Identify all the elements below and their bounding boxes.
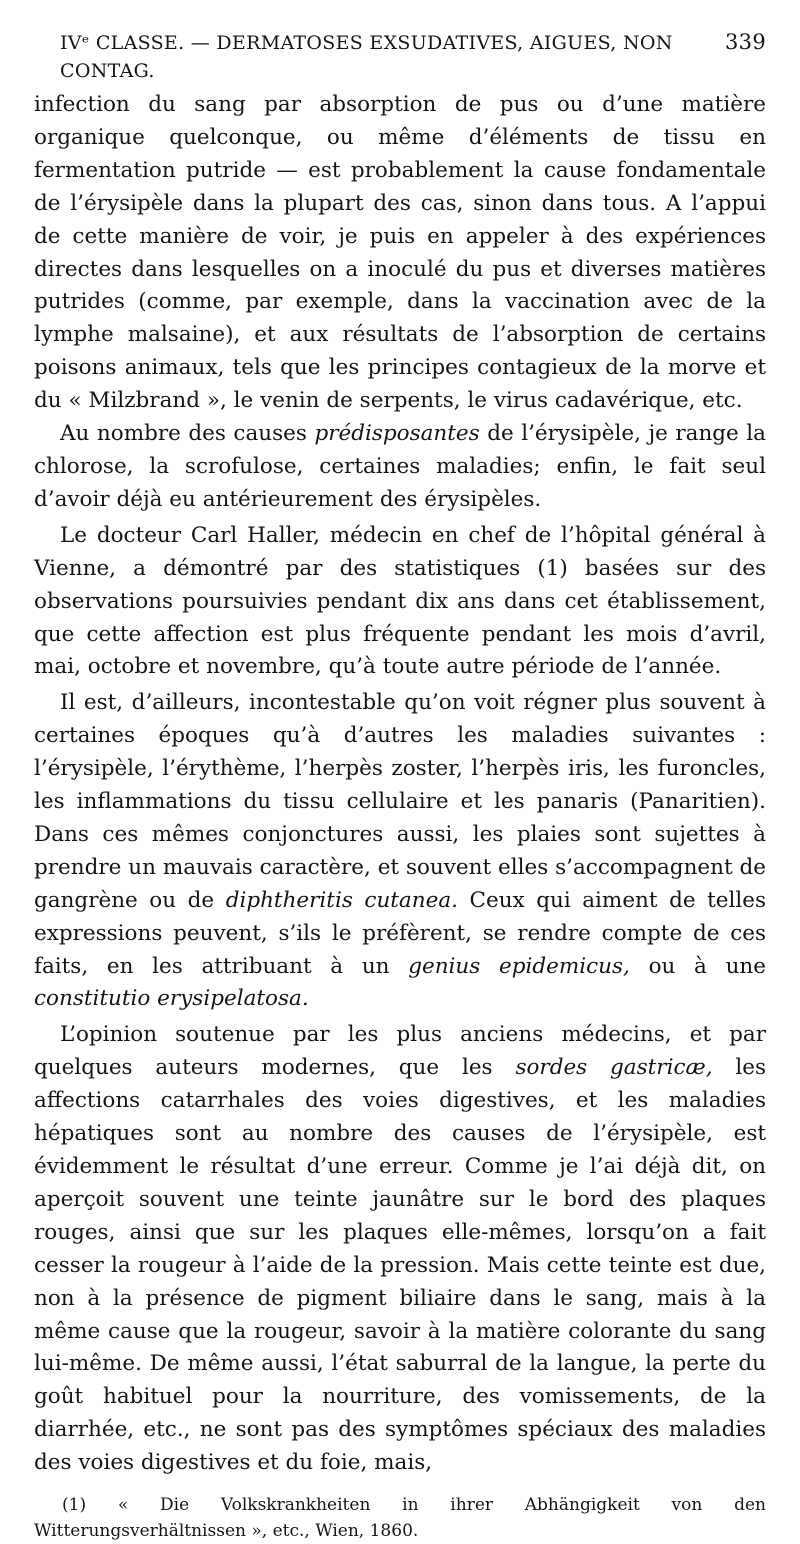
paragraph-2-text-c: de l’érysipèle, je range la chlorose, la scrofulose, certaines maladies; enfin, le fait seul d’avoir déjà eu antérieurement des érysipèles. (34, 421, 767, 512)
book-page (34, 28, 766, 1544)
paragraph-5-text-c: les affections catarrhales des voies digestives, et les maladies hépatiques sont au nombre des causes de l’érysipèle, est évidemment le résultat d’une erreur. Comme je l’ai déjà dit, on aperçoit souvent une teinte jaunâtre sur le bord des plaques rouges, ainsi que sur les plaques elle-mêmes, lorsqu’on a fait cesser la rougeur à l’aide de la pression. Mais cette teinte est due, non à la présence de pigment biliaire dans le sang, mais à la même cause que la rougeur, savoir à la matière colorante du sang lui-même. De même aussi, l’état saburral de la langue, la perte du goût habituel pour la nourriture, des vomissements, de la diarrhée, etc., ne sont pas des symptômes spéciaux des maladies des voies digestives et du foie, mais, (34, 1055, 767, 1476)
paragraph-1 (34, 89, 766, 418)
running-title: IVᵉ CLASSE. — DERMATOSES EXSUDATIVES, AIGUES, NON CONTAG. (60, 32, 673, 82)
page-number: 339 (725, 30, 766, 54)
paragraph-4-italic-f: constitutio erysipelatosa. (34, 986, 309, 1012)
paragraph-4-italic-d: genius epidemicus, (408, 953, 630, 979)
running-header (34, 28, 766, 85)
paragraph-3-text: Le docteur Carl Haller, médecin en chef de l’hôpital général à Vienne, a démontré par des statistiques (1) basées sur des observations poursuivies pendant dix ans dans cet établissement, que cette affection est plus fréquente pendant les mois d’avril, mai, octobre et novembre, qu’à toute autre période de l’année. (34, 522, 766, 680)
paragraph-5-text-a: L’opinion soutenue par les plus anciens médecins, et par quelques auteurs modernes, que les (34, 1022, 766, 1081)
paragraph-4 (34, 687, 766, 1016)
paragraph-2 (34, 418, 766, 517)
paragraph-1-text: infection du sang par absorption de pus ou d’une matière organique quelconque, ou même d’éléments de tissu en fermentation putride — est probablement la cause fondamentale de l’érysipèle dans la plupart des cas, sinon dans tous. A l’appui de cette manière de voir, je puis en appeler à des expériences directes dans lesquelles on a inoculé du pus et diverses matières putrides (comme, par exemple, dans la vaccination avec de la lymphe malsaine), et aux résultats de l’absorption de certains poisons animaux, tels que les principes contagieux de la morve et du « Milzbrand », le venin de serpents, le virus cadavérique, etc. (34, 92, 766, 414)
paragraph-4-text-e: ou à une (629, 953, 766, 979)
paragraph-4-text-c: Ceux qui aiment de telles expressions peuvent, s’ils le préfèrent, se rendre compte de ces faits, en les attribuant à un (34, 887, 766, 979)
paragraph-2-text-a: Au nombre des causes (60, 421, 315, 447)
paragraph-5 (34, 1019, 766, 1480)
paragraph-2-italic: prédisposantes (314, 421, 480, 447)
body-text (34, 89, 766, 1480)
paragraph-3 (34, 520, 766, 685)
footnote: (1) « Die Volkskrankheiten in ihrer Abhängigkeit von den Witterungsverhältnissen », etc., Wien, 1860. (34, 1495, 766, 1542)
paragraph-4-text-a: Il est, d’ailleurs, incontestable qu’on voit régner plus souvent à certaines époques qu’à d’autres les maladies suivantes : l’érysipèle, l’érythème, l’herpès zoster, l’herpès iris, les furoncles, les inflammations du tissu cellulaire et les panaris (Panaritien). Dans ces mêmes conjonctures aussi, les plaies sont sujettes à prendre un mauvais caractère, et souvent elles s’accompagnent de gangrène ou de (34, 690, 766, 913)
paragraph-4-italic-b: diphtheritis cutanea. (225, 887, 458, 913)
paragraph-5-italic: sordes gastricæ, (515, 1055, 713, 1081)
